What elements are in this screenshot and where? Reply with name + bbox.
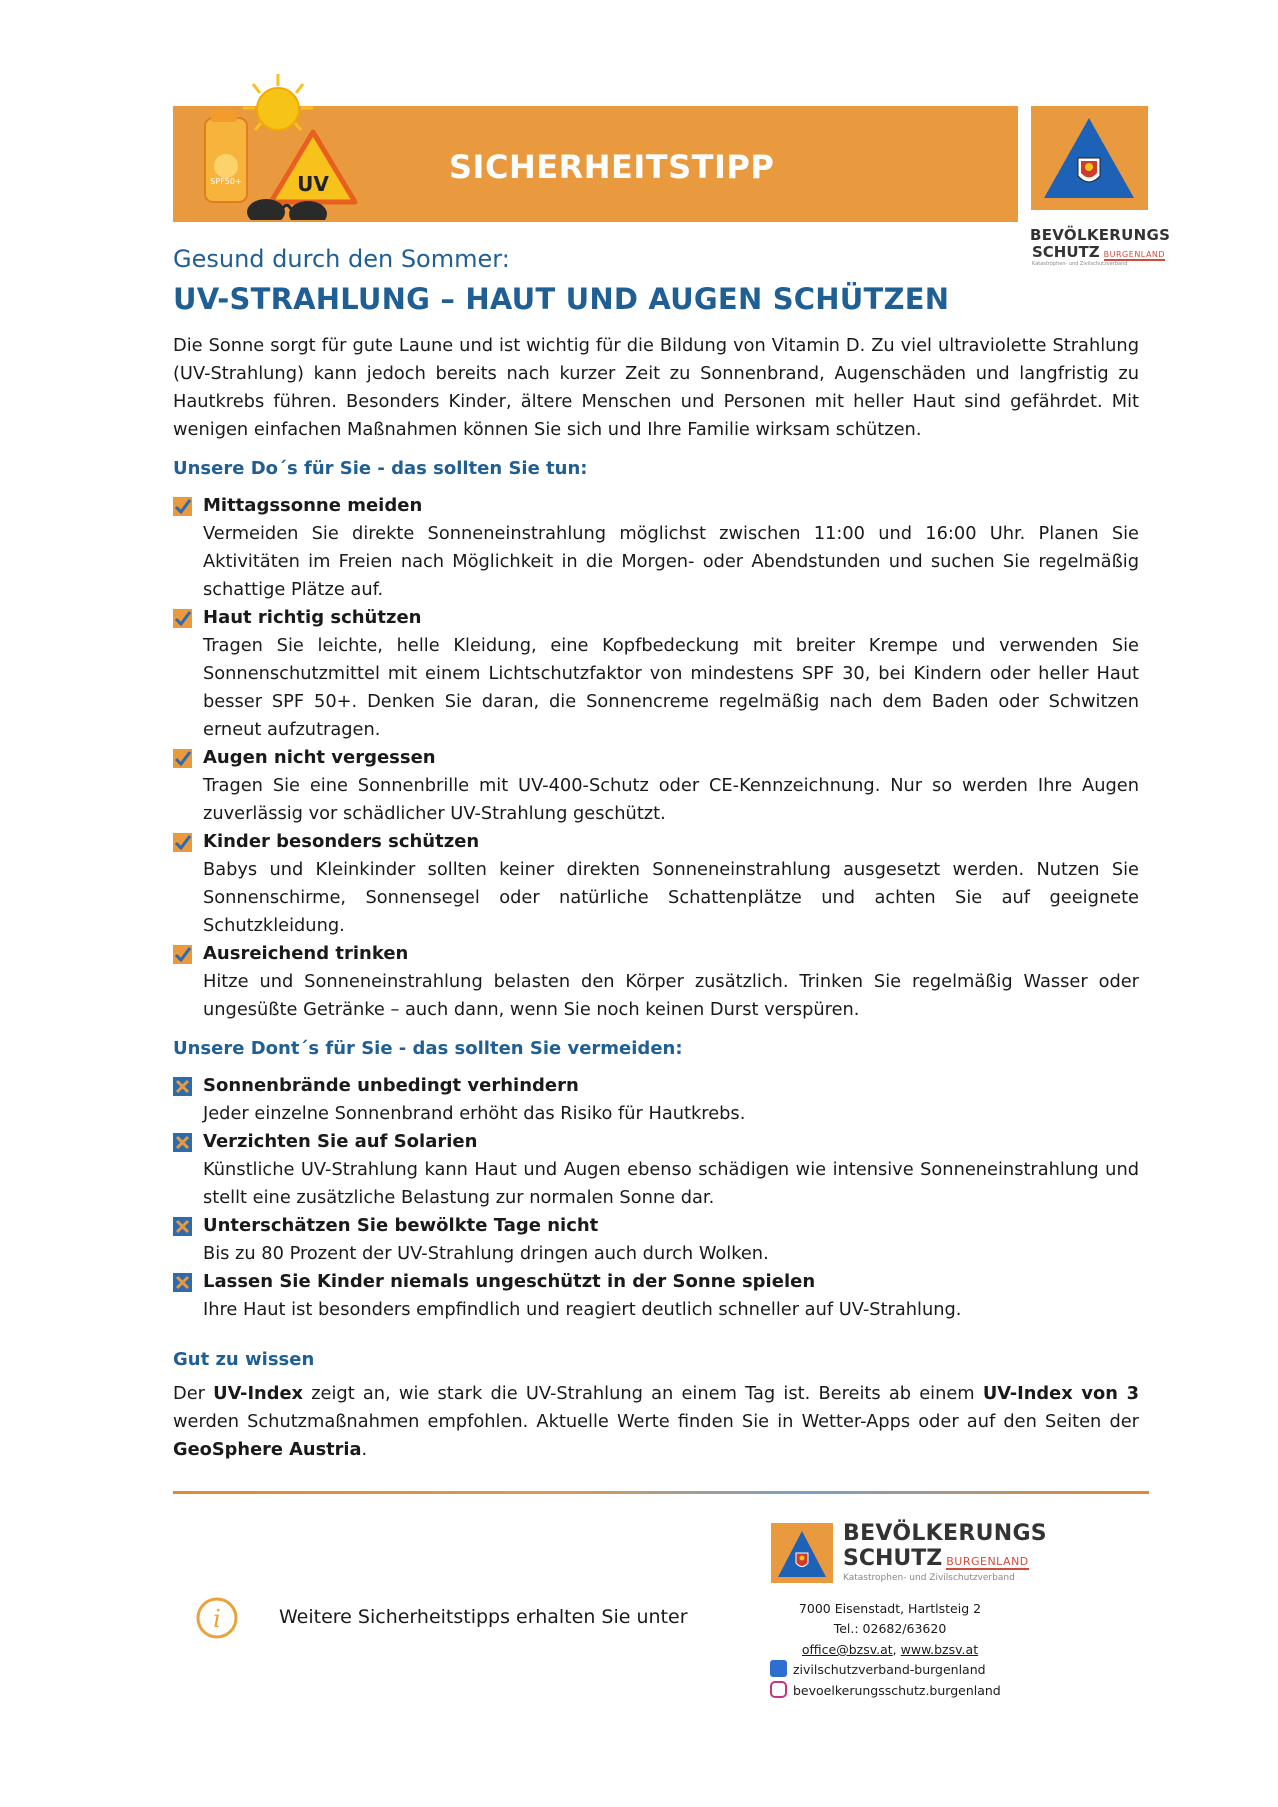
organization-logo <box>1031 106 1148 210</box>
facebook-link[interactable] <box>770 1660 986 1680</box>
list-item <box>173 744 1139 828</box>
item-body: Bis zu 80 Prozent der UV-Strahlung dringen auch durch Wolken. <box>203 1243 769 1264</box>
facebook-icon <box>770 1660 787 1677</box>
item-title: Ausreichend trinken <box>203 943 409 964</box>
list-item <box>173 492 1139 604</box>
item-body: Ihre Haut ist besonders empfindlich und reagiert deutlich schneller auf UV-Strahlung. <box>203 1299 962 1320</box>
footer-logo-line1: BEVÖLKERUNGS <box>843 1521 1047 1546</box>
logo-region: BURGENLAND <box>1103 250 1166 259</box>
footer-logo-region: BURGENLAND <box>946 1555 1029 1568</box>
cross-icon <box>173 1273 192 1292</box>
list-item <box>173 1268 1139 1324</box>
info-text-1: Der <box>173 1383 214 1404</box>
instagram-icon <box>770 1681 787 1698</box>
info-icon <box>195 1596 239 1640</box>
item-title: Lassen Sie Kinder niemals ungeschützt in der Sonne spielen <box>203 1271 816 1292</box>
info-text-4: . <box>361 1439 368 1460</box>
info-bold-uv-index-3: UV-Index von 3 <box>982 1383 1139 1404</box>
list-item <box>173 1072 1139 1128</box>
info-text-2: zeigt an, wie stark die UV-Strahlung an einem Tag ist. Bereits ab einem <box>302 1383 983 1404</box>
item-title: Verzichten Sie auf Solarien <box>203 1131 478 1152</box>
more-tips-text: Weitere Sicherheitstipps erhalten Sie unter <box>279 1606 688 1628</box>
item-body: Tragen Sie leichte, helle Kleidung, eine Kopfbedeckung mit breiter Krempe und verwenden Sie Sonnenschutzmittel mit einem Lichtschutzfaktor von mindestens SPF 30, bei Kindern oder heller Haut besser SPF 50+. Denken Sie daran, die Sonnencreme regelmäßig nach dem Baden oder Schwitzen erneut aufzutragen. <box>203 635 1139 740</box>
info-icon-glyph: i <box>213 1605 221 1633</box>
footer-phone: Tel.: 02682/63620 <box>833 1621 947 1636</box>
info-heading: Gut zu wissen <box>173 1349 315 1370</box>
logo-tagline: Katastrophen- und Zivilschutzverband <box>1032 261 1128 267</box>
dos-heading: Unsere Do´s für Sie - das sollten Sie tun: <box>173 458 588 479</box>
footer-divider <box>173 1491 1149 1494</box>
checkmark-icon <box>173 749 192 768</box>
spf-label: SPF50+ <box>210 177 242 186</box>
item-title: Sonnenbrände unbedingt verhindern <box>203 1075 579 1096</box>
item-title: Unterschätzen Sie bewölkte Tage nicht <box>203 1215 599 1236</box>
item-title: Kinder besonders schützen <box>203 831 480 852</box>
sun-sunscreen-sunglasses-illustration <box>173 70 373 220</box>
item-title: Mittagssonne meiden <box>203 495 423 516</box>
intro-paragraph: Die Sonne sorgt für gute Laune und ist wichtig für die Bildung von Vitamin D. Zu viel ultraviolette Strahlung (UV-Strahlung) kann jedoch bereits nach kurzer Zeit zu Sonnenbrand, Augenschäden und langfristig zu Hautkrebs führen. Besonders Kinder, ältere Menschen und Personen mit heller Haut sind gefährdet. Mit wenigen einfachen Maßnahmen können Sie sich und Ihre Familie wirksam schützen. <box>173 335 1139 440</box>
info-text-3: werden Schutzmaßnahmen empfohlen. Aktuelle Werte finden Sie in Wetter-Apps oder auf den Seiten der <box>173 1411 1139 1432</box>
footer-address: 7000 Eisenstadt, Hartlsteig 2 <box>798 1601 982 1616</box>
email-link[interactable]: office@bzsv.at <box>801 1642 893 1657</box>
website-link[interactable]: www.bzsv.at <box>900 1642 979 1657</box>
list-item <box>173 604 1139 744</box>
cross-icon <box>173 1077 192 1096</box>
item-body: Tragen Sie eine Sonnenbrille mit UV-400-Schutz oder CE-Kennzeichnung. Nur so werden Ihre Augen zuverlässig vor schädlicher UV-Strahlung geschützt. <box>203 775 1139 824</box>
list-item <box>173 828 1139 940</box>
header-banner <box>173 106 1018 222</box>
page-title: UV-STRAHLUNG – HAUT UND AUGEN SCHÜTZEN <box>173 282 950 316</box>
footer-contact <box>760 1640 1020 1660</box>
page-subtitle: Gesund durch den Sommer: <box>173 245 510 273</box>
donts-list <box>173 1072 1139 1324</box>
info-paragraph <box>173 1380 1139 1464</box>
item-body: Künstliche UV-Strahlung kann Haut und Augen ebenso schädigen wie intensive Sonneneinstrahlung und stellt eine zusätzliche Belastung zur normalen Sonne dar. <box>203 1159 1139 1208</box>
item-body: Hitze und Sonneneinstrahlung belasten den Körper zusätzlich. Trinken Sie regelmäßig Wasser oder ungesüßte Getränke – auch dann, wenn Sie noch keinen Durst verspüren. <box>203 971 1139 1020</box>
logo-line1: BEVÖLKERUNGS <box>1030 226 1171 244</box>
instagram-link[interactable] <box>770 1681 1001 1701</box>
info-bold-geosphere: GeoSphere Austria <box>173 1439 362 1460</box>
cross-icon <box>173 1133 192 1152</box>
checkmark-icon <box>173 833 192 852</box>
info-bold-uv-index: UV-Index <box>213 1383 303 1404</box>
logo-line2 <box>1030 243 1166 261</box>
dos-list <box>173 492 1139 1024</box>
contact-separator: , <box>892 1642 901 1657</box>
triangle-emblem-icon <box>771 1523 833 1583</box>
list-item <box>173 1212 1139 1268</box>
banner-title: SICHERHEITSTIPP <box>449 148 775 186</box>
footer-logo-tagline: Katastrophen- und Zivilschutzverband <box>843 1573 1015 1583</box>
footer-logo-wordmark <box>843 1523 1047 1583</box>
checkmark-icon <box>173 945 192 964</box>
triangle-emblem-icon <box>1031 106 1148 210</box>
footer-logo-schutz: SCHUTZ <box>843 1546 943 1571</box>
uv-badge-text: UV <box>297 172 329 196</box>
item-body: Vermeiden Sie direkte Sonneneinstrahlung möglichst zwischen 11:00 und 16:00 Uhr. Planen Sie Aktivitäten im Freien nach Möglichkeit in die Morgen- oder Abendstunden und suchen Sie regelmäßig schattige Plätze auf. <box>203 523 1139 600</box>
checkmark-icon <box>173 609 192 628</box>
item-body: Jeder einzelne Sonnenbrand erhöht das Risiko für Hautkrebs. <box>203 1103 746 1124</box>
footer-logo <box>771 1523 833 1583</box>
cross-icon <box>173 1217 192 1236</box>
instagram-handle: bevoelkerungsschutz.burgenland <box>793 1683 1001 1698</box>
checkmark-icon <box>173 497 192 516</box>
list-item <box>173 940 1139 1024</box>
item-title: Haut richtig schützen <box>203 607 422 628</box>
donts-heading: Unsere Dont´s für Sie - das sollten Sie vermeiden: <box>173 1038 683 1059</box>
item-title: Augen nicht vergessen <box>203 747 436 768</box>
logo-schutz: SCHUTZ <box>1032 243 1100 261</box>
item-body: Babys und Kleinkinder sollten keiner direkten Sonneneinstrahlung ausgesetzt werden. Nutzen Sie Sonnenschirme, Sonnensegel oder natürliche Schattenplätze und achten Sie auf geeignete Schutzkleidung. <box>203 859 1139 936</box>
footer-logo-line2 <box>843 1548 1047 1570</box>
organization-logo-wordmark <box>1030 226 1171 267</box>
facebook-handle: zivilschutzverband-burgenland <box>793 1662 986 1677</box>
list-item <box>173 1128 1139 1212</box>
